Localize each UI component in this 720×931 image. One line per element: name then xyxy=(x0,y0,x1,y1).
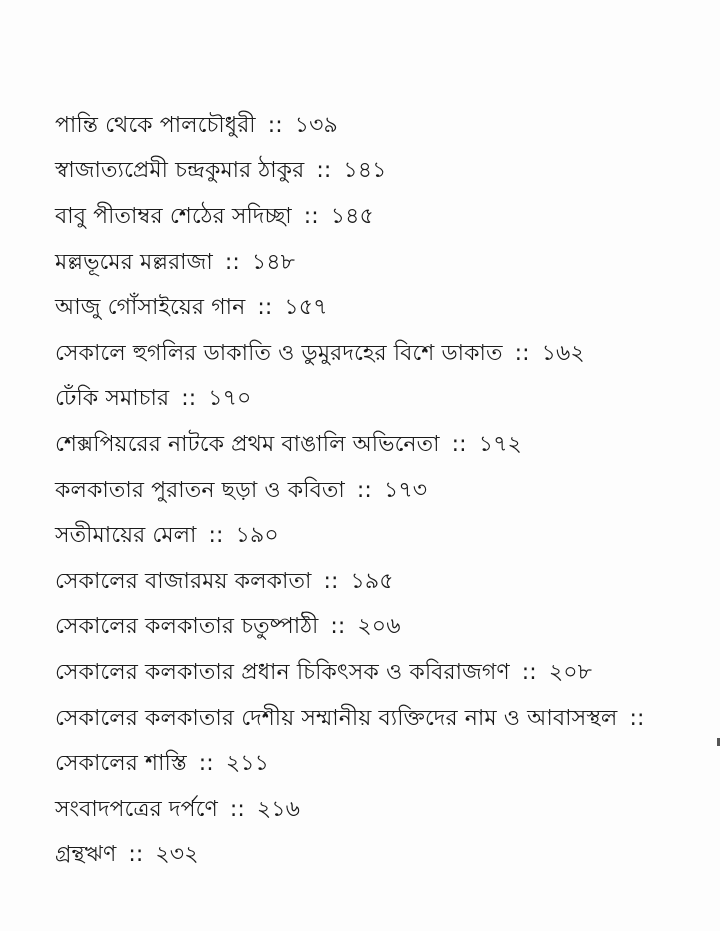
toc-separator: :: xyxy=(356,477,372,503)
toc-page-number: ২৩২ xyxy=(155,842,199,868)
toc-entry xyxy=(55,513,720,559)
toc-entry-title: মল্লভূমের মল্লরাজা xyxy=(55,249,213,275)
toc-entry-title: গ্রন্থঋণ xyxy=(55,842,117,868)
toc-page-number: ১৩৯ xyxy=(294,112,338,138)
toc-page-number: ১৪১ xyxy=(343,158,387,184)
toc-entry xyxy=(55,787,720,833)
toc-entry-title: বাবু পীতাম্বর শেঠের সদিচ্ছা xyxy=(55,203,292,229)
toc-separator: :: xyxy=(303,203,319,229)
toc-page-number: ১৭৩ xyxy=(383,477,428,503)
toc-separator: :: xyxy=(224,249,240,275)
toc-entry-title: সংবাদপত্রের দর্পণে xyxy=(55,796,218,822)
toc-entry xyxy=(55,240,720,286)
toc-entry-title: শেক্সপিয়রের নাটকে প্রথম বাঙালি অভিনেতা xyxy=(55,431,440,457)
toc-entry-title: স্বাজাত্যপ্রেমী চন্দ্রকুমার ঠাকুর xyxy=(55,158,305,184)
toc-page-number: ১৪৫ xyxy=(330,203,374,229)
toc-separator: :: xyxy=(128,842,144,868)
toc-page-number: ১৫৭ xyxy=(284,295,328,321)
toc-entry-title: সেকালের কলকাতার প্রধান চিকিৎসক ও কবিরাজগণ xyxy=(55,659,510,685)
toc-entry xyxy=(55,149,720,195)
toc-page-number: ১৪৮ xyxy=(251,249,295,275)
toc-separator: :: xyxy=(323,568,339,594)
toc-entry xyxy=(55,331,720,377)
toc-separator: :: xyxy=(451,431,467,457)
toc-entry xyxy=(55,559,720,605)
table-of-contents xyxy=(55,103,720,878)
toc-entry xyxy=(55,696,720,742)
toc-separator: :: xyxy=(181,386,197,412)
toc-entry xyxy=(55,741,720,787)
toc-entry xyxy=(55,422,720,468)
toc-entry-title: ঢেঁকি সমাচার xyxy=(55,386,170,412)
toc-entry-title: পান্তি থেকে পালচৌধুরী xyxy=(55,112,256,138)
toc-page-number: ২১৬ xyxy=(256,796,301,822)
toc-page-number: ২০৮ xyxy=(548,659,592,685)
toc-separator: :: xyxy=(521,659,537,685)
toc-entry-title: কলকাতার পুরাতন ছড়া ও কবিতা xyxy=(55,477,345,503)
toc-entry xyxy=(55,285,720,331)
toc-separator: :: xyxy=(208,523,224,549)
toc-page-number: ২০৬ xyxy=(357,614,401,640)
toc-separator: :: xyxy=(267,112,283,138)
toc-page-number: ১৬২ xyxy=(541,340,585,366)
toc-entry-title: সেকালের বাজারময় কলকাতা xyxy=(55,568,312,594)
toc-separator: :: xyxy=(330,614,346,640)
toc-entry-title: সতীমায়ের মেলা xyxy=(55,523,197,549)
toc-separator: :: xyxy=(514,340,530,366)
toc-entry xyxy=(55,194,720,240)
toc-entry xyxy=(55,833,720,879)
toc-page-number: ১৭০ xyxy=(208,386,252,412)
toc-page-number: ১৭২ xyxy=(478,431,522,457)
toc-page-number: ১৯৫ xyxy=(350,568,394,594)
toc-separator: :: xyxy=(316,158,332,184)
toc-entry xyxy=(55,377,720,423)
toc-entry-title: সেকালের শাস্তি xyxy=(55,751,187,777)
toc-entry-title: আজু গোঁসাইয়ের গান xyxy=(55,295,246,321)
toc-separator: :: xyxy=(198,751,214,777)
toc-separator: :: xyxy=(257,295,273,321)
toc-entry xyxy=(55,605,720,651)
toc-separator: :: xyxy=(229,796,245,822)
toc-entry xyxy=(55,103,720,149)
toc-entry-title: সেকালে হুগলির ডাকাতি ও ডুমুরদহের বিশে ডাকাত xyxy=(55,340,503,366)
toc-entry-title: সেকালের কলকাতার চতুষ্পাঠী xyxy=(55,614,319,640)
toc-entry xyxy=(55,468,720,514)
toc-page-number: ১৯০ xyxy=(235,523,279,549)
toc-entry-title: সেকালের কলকাতার দেশীয় সম্মানীয় ব্যক্তিদের নাম ও আবাসস্থল xyxy=(55,705,618,731)
toc-separator: :: xyxy=(629,705,645,731)
toc-entry xyxy=(55,650,720,696)
toc-page-number: ২১১ xyxy=(225,751,269,777)
